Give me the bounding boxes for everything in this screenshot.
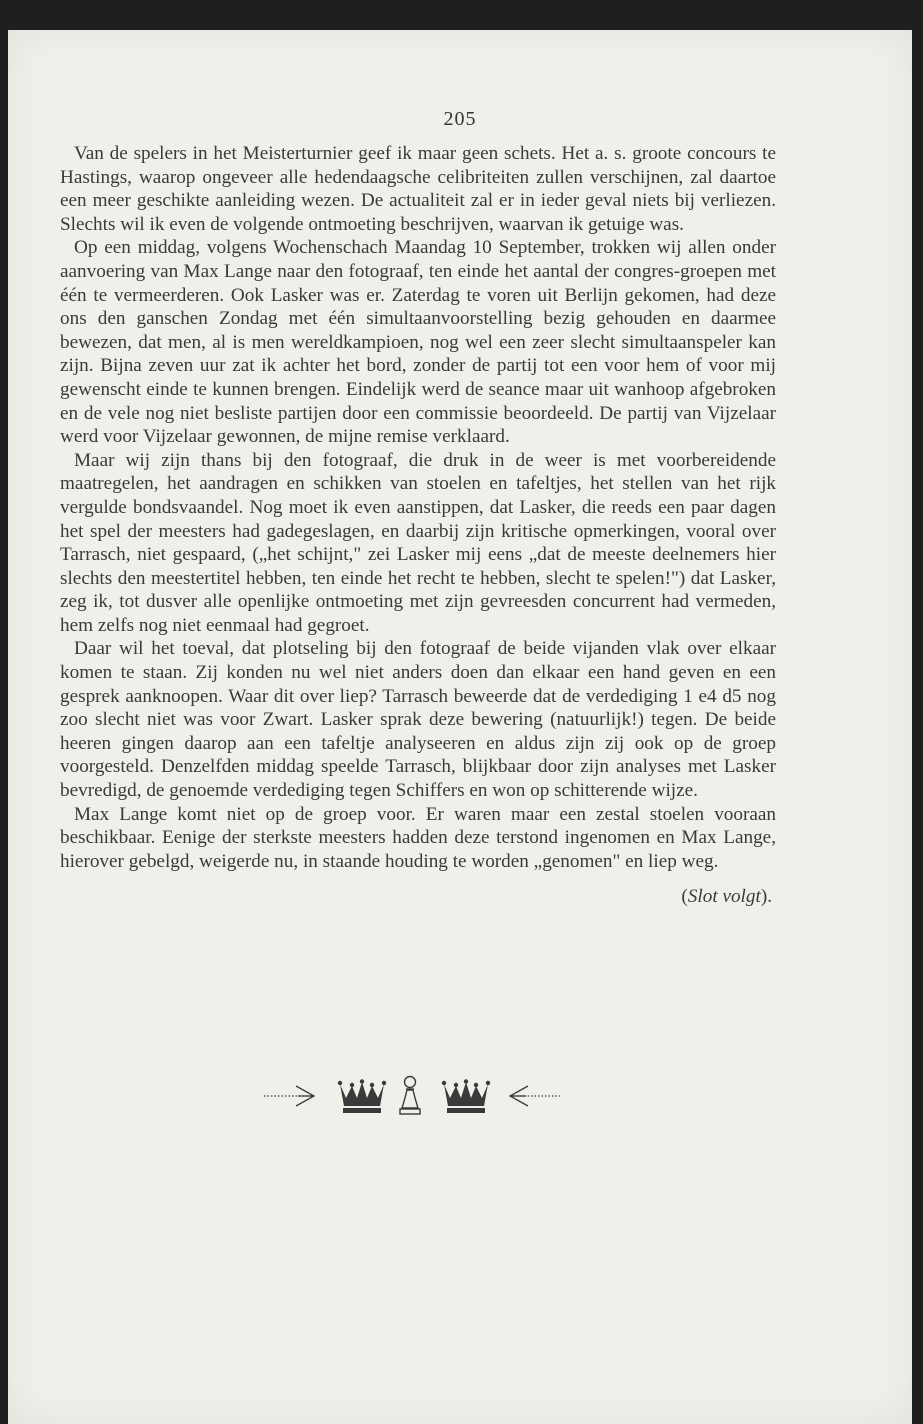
decorative-ornament	[262, 1070, 562, 1120]
paragraph-1: Van de spelers in het Meisterturnier geef ik maar geen schets. Het a. s. groote concours te Hastings, waarop ongeveer alle hedendaagsche celibriteiten zullen verschijnen, zal daartoe een meer geschikte aanleiding wezen. De actualiteit zal er in ieder geval niets bij verliezen. Slechts wil ik even de volgende ontmoeting beschrijven, waarvan ik getuige was.	[60, 143, 776, 235]
crown-icon	[338, 1079, 386, 1113]
article-body	[60, 142, 776, 909]
paragraph-4: Daar wil het toeval, dat plotseling bij den fotograaf de beide vijanden vlak over elkaar komen te staan. Zij konden nu wel niet anders doen dan elkaar een hand geven en een gesprek aanknoopen. Waar dit over liep? Tarrasch beweerde dat de verdediging 1 e4 d5 nog zoo slecht niet was voor Zwart. Lasker sprak deze bewering (natuurlijk!) tegen. De beide heeren gingen daarop aan een tafeltje analyseeren en aldus zijn zij ook op de groep voorgesteld. Denzelfden middag speelde Tarrasch, blijkbaar door zijn analyses met Lasker bevredigd, de genoemde verdediging tegen Schiffers en won op schitterende wijze.	[60, 638, 776, 802]
arrow-left-icon	[510, 1086, 560, 1106]
book-page	[8, 30, 912, 1424]
paragraph-3: Maar wij zijn thans bij den fotograaf, die druk in de weer is met voorbereidende maatregelen, het aandragen en schikken van stoelen en tafeltjes, het stellen van het rijk vergulde bondsvaandel. Nog moet ik even aanstippen, dat Lasker, die reeds een paar dagen het spel der meesters had gadegeslagen, en daarbij zijn kritische opmerkingen, vooral over Tarrasch, niet gespaard, („het schijnt," zei Lasker mij eens „dat de meeste deelnemers hier slechts den meestertitel hebben, ten einde het recht te hebben, slecht te spelen!") dat Lasker, zeg ik, tot dusver alle openlijke ontmoeting met zijn gevreesden concurrent had vermeden, hem zelfs nog niet eenmaal had gegroet.	[60, 449, 776, 636]
arrow-right-icon	[264, 1086, 314, 1106]
signoff-text: Slot volgt	[687, 886, 761, 908]
to-be-continued	[60, 885, 776, 909]
paragraph-5: Max Lange komt niet op de groep voor. Er waren maar een zestal stoelen vooraan beschikbaar. Eenige der sterkste meesters hadden deze terstond ingenomen en Max Lange, hierover gebelgd, weigerde nu, in staande houding te worden „genomen" en liep weg.	[60, 803, 776, 872]
chess-pawn-icon	[400, 1077, 420, 1115]
paragraph-2: Op een middag, volgens Wochenschach Maandag 10 September, trokken wij allen onder aanvoering van Max Lange naar den fotograaf, ten einde het aantal der congres-groepen met één te vermeerderen. Ook Lasker was er. Zaterdag te voren uit Berlijn gekomen, had deze ons den ganschen Zondag met één simultaanvoorstelling bezig gehouden en daarmee bewezen, dat men, al is men wereldkampioen, nog wel een zeer slecht simultaanspeler kan zijn. Bijna zeven uur zat ik achter het bord, zonder de partij tot een voor hem of voor mij gewenscht einde te kunnen brengen. Eindelijk werd de seance maar uit wanhoop afgebroken en de vele nog niet besliste partijen door een commissie beoordeeld. De partij van Vijzelaar werd voor Vijzelaar gewonnen, de mijne remise verklaard.	[60, 237, 776, 448]
signoff-open: (	[681, 886, 688, 908]
crown-icon	[442, 1079, 490, 1113]
signoff-close: ).	[760, 886, 772, 908]
page-number: 205	[443, 108, 477, 130]
